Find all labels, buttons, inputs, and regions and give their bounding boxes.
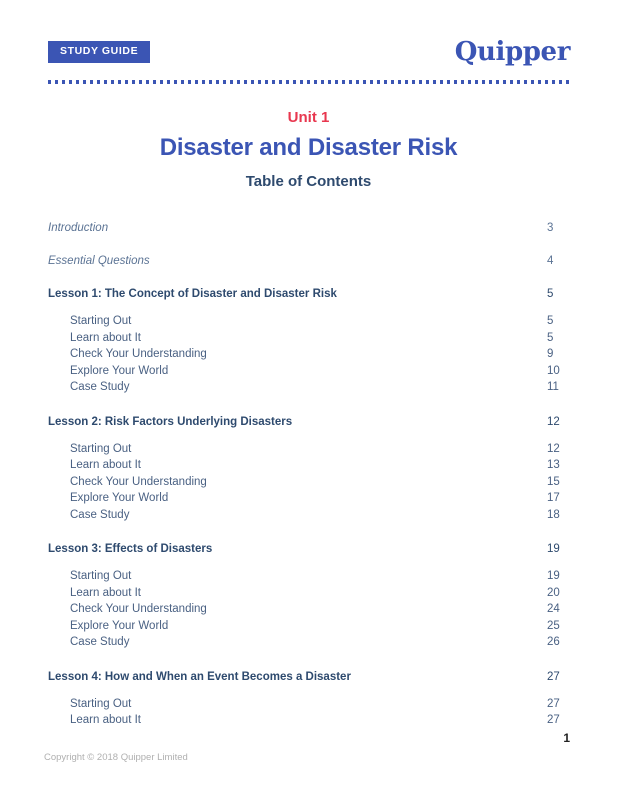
- toc-lesson-row[interactable]: [48, 541, 571, 558]
- toc-sublesson-label: Learn about It: [70, 586, 141, 599]
- toc-sublesson-label: Starting Out: [70, 315, 132, 327]
- toc-sublesson-row[interactable]: [48, 601, 571, 618]
- dotted-divider: [48, 80, 571, 84]
- title-block: [0, 108, 617, 192]
- toc-page-number: 25: [547, 619, 560, 632]
- toc-page-number: 3: [547, 222, 554, 234]
- toc-sublesson-row[interactable]: [48, 696, 571, 713]
- toc-sublesson-row[interactable]: [48, 712, 571, 729]
- toc-page-number: 27: [547, 670, 560, 683]
- table-of-contents: [48, 220, 571, 747]
- toc-sublesson-row[interactable]: [48, 441, 571, 458]
- toc-sublesson-row[interactable]: [48, 507, 571, 524]
- toc-lesson-block: [48, 541, 571, 651]
- toc-sublesson-label: Starting Out: [70, 442, 132, 455]
- toc-sublesson-row[interactable]: [48, 490, 571, 507]
- toc-page-number: 27: [547, 697, 560, 710]
- toc-page-number: 11: [547, 381, 559, 393]
- toc-sublesson-list: [48, 313, 571, 396]
- toc-page-number: 27: [547, 714, 560, 726]
- toc-front-matter-row[interactable]: [48, 220, 571, 237]
- toc-page-number: 4: [547, 255, 554, 267]
- page-title: Disaster and Disaster Risk: [159, 134, 458, 161]
- toc-sublesson-row[interactable]: [48, 568, 571, 585]
- toc-sublesson-label: Case Study: [70, 508, 130, 521]
- toc-lesson-block: [48, 669, 571, 729]
- toc-page-number: 9: [547, 348, 554, 360]
- toc-page-number: 5: [547, 288, 554, 300]
- toc-sublesson-row[interactable]: [48, 363, 571, 380]
- toc-page-number: 12: [547, 415, 560, 428]
- toc-page-number: 20: [547, 586, 560, 599]
- toc-lesson-row[interactable]: [48, 669, 571, 686]
- toc-entry-label: Essential Questions: [48, 255, 150, 267]
- toc-lesson-block: [48, 414, 571, 524]
- study-guide-badge: STUDY GUIDE: [48, 41, 150, 63]
- toc-sublesson-label: Learn about It: [70, 459, 141, 471]
- toc-sublesson-label: Learn about It: [70, 714, 141, 726]
- toc-lesson-label: Lesson 4: How and When an Event Becomes a Disaster: [48, 670, 351, 683]
- toc-page-number: 5: [547, 315, 554, 327]
- toc-sublesson-label: Check Your Understanding: [70, 475, 207, 488]
- toc-page-number: 26: [547, 636, 560, 648]
- toc-page-number: 5: [547, 331, 554, 344]
- toc-sublesson-row[interactable]: [48, 634, 571, 651]
- toc-sublesson-row[interactable]: [48, 330, 571, 347]
- toc-sublesson-row[interactable]: [48, 474, 571, 491]
- toc-page-number: 15: [547, 475, 560, 488]
- toc-lesson-label: Lesson 2: Risk Factors Underlying Disasters: [48, 415, 293, 428]
- toc-sublesson-row[interactable]: [48, 313, 571, 330]
- toc-page-number: 18: [547, 508, 560, 521]
- toc-entry-label: Introduction: [48, 222, 109, 234]
- toc-sublesson-label: Check Your Understanding: [70, 603, 207, 615]
- toc-page-number: 24: [547, 603, 560, 615]
- toc-page-number: 10: [547, 364, 560, 377]
- toc-sublesson-label: Starting Out: [70, 697, 132, 710]
- toc-lesson-label: Lesson 3: Effects of Disasters: [48, 543, 213, 555]
- toc-sublesson-row[interactable]: [48, 346, 571, 363]
- toc-sublesson-label: Learn about It: [70, 331, 141, 344]
- toc-sublesson-list: [48, 696, 571, 729]
- toc-lesson-block: [48, 286, 571, 396]
- toc-sublesson-row[interactable]: [48, 379, 571, 396]
- toc-sublesson-label: Explore Your World: [70, 619, 169, 632]
- toc-lesson-row[interactable]: [48, 414, 571, 431]
- toc-lesson-label: Lesson 1: The Concept of Disaster and Disaster Risk: [48, 288, 337, 300]
- toc-lesson-row[interactable]: [48, 286, 571, 303]
- toc-sublesson-label: Case Study: [70, 381, 130, 393]
- toc-page-number: 17: [547, 492, 560, 504]
- toc-sublesson-row[interactable]: [48, 585, 571, 602]
- unit-label: Unit 1: [287, 109, 330, 126]
- toc-sublesson-label: Starting Out: [70, 570, 132, 582]
- toc-sublesson-row[interactable]: [48, 457, 571, 474]
- toc-sublesson-row[interactable]: [48, 618, 571, 635]
- footer-page-number: 1: [563, 731, 570, 745]
- footer-copyright: Copyright © 2018 Quipper Limited: [44, 752, 188, 763]
- toc-sublesson-list: [48, 568, 571, 651]
- toc-page-number: 19: [547, 543, 560, 555]
- toc-page-number: 13: [547, 459, 560, 471]
- toc-sublesson-label: Explore Your World: [70, 492, 169, 504]
- toc-sublesson-label: Explore Your World: [70, 364, 169, 377]
- toc-sublesson-label: Case Study: [70, 636, 130, 648]
- document-header: [48, 37, 570, 75]
- quipper-logo: Quipper: [454, 37, 570, 67]
- toc-page-number: 12: [547, 442, 560, 455]
- toc-sublesson-label: Check Your Understanding: [70, 348, 207, 360]
- table-of-contents-heading: Table of Contents: [245, 173, 372, 190]
- toc-sublesson-list: [48, 441, 571, 524]
- toc-page-number: 19: [547, 570, 560, 582]
- toc-front-matter-row[interactable]: [48, 253, 571, 270]
